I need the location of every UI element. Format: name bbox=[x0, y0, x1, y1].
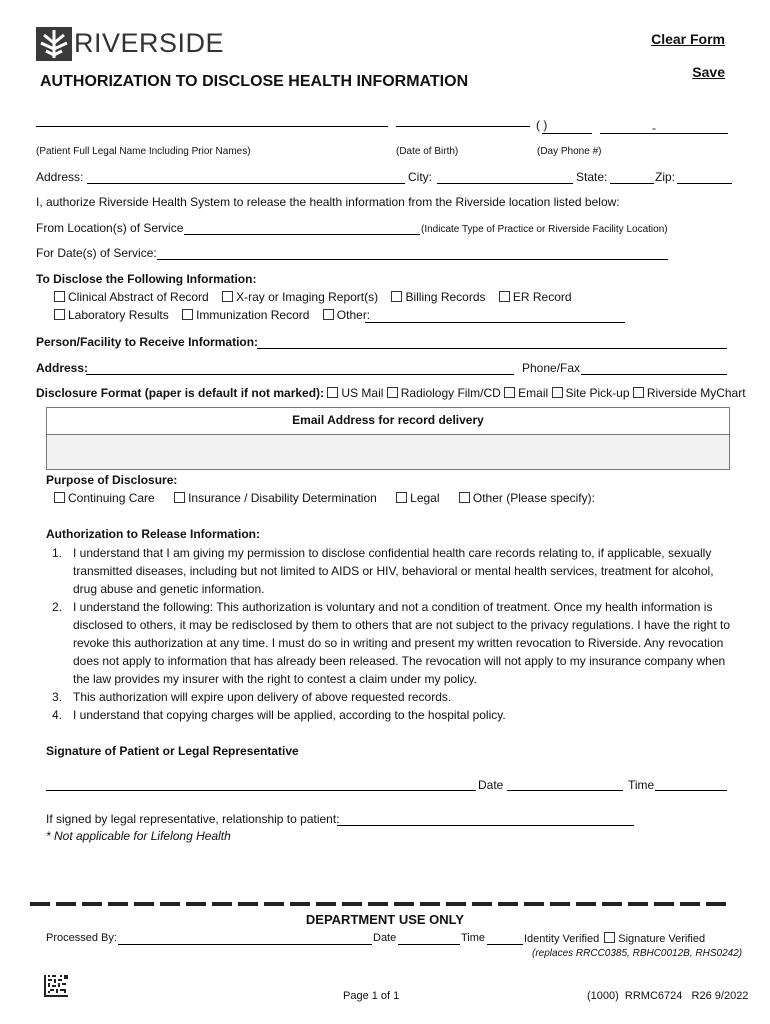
checkbox-icon[interactable] bbox=[604, 932, 615, 943]
format-email-option[interactable]: Email bbox=[504, 386, 548, 400]
zip-label: Zip: bbox=[655, 170, 676, 184]
receiver-address-field[interactable] bbox=[86, 374, 514, 375]
email-input[interactable] bbox=[46, 434, 730, 470]
checkbox-icon[interactable] bbox=[54, 291, 65, 302]
authorize-text: I, authorize Riverside Health System to release the health information from the Riverside location listed below: bbox=[36, 195, 620, 209]
legal-rep-field[interactable] bbox=[337, 825, 634, 826]
checkbox-icon[interactable] bbox=[396, 492, 407, 503]
auth-list bbox=[46, 544, 736, 724]
checkbox-icon[interactable] bbox=[174, 492, 185, 503]
checkbox-icon[interactable] bbox=[54, 309, 65, 320]
disclose-other-option[interactable]: Other: bbox=[323, 308, 370, 322]
list-item: 3. This authorization will expire upon delivery of above requested records. bbox=[52, 690, 452, 704]
receiver-label: Person/Facility to Receive Information: bbox=[36, 335, 259, 349]
phone-number-field[interactable] bbox=[600, 133, 728, 134]
page-number: Page 1 of 1 bbox=[343, 990, 400, 1002]
signature-date-label: Date bbox=[478, 778, 504, 792]
dob-caption: (Date of Birth) bbox=[396, 146, 459, 157]
disclose-er-option[interactable]: ER Record bbox=[499, 290, 572, 304]
dob-field[interactable] bbox=[396, 126, 530, 127]
disclose-immunization-option[interactable]: Immunization Record bbox=[182, 308, 309, 322]
phone-area-field[interactable] bbox=[542, 133, 592, 134]
disclosure-format-row bbox=[36, 386, 746, 400]
checkbox-icon[interactable] bbox=[327, 387, 338, 398]
state-field[interactable] bbox=[610, 183, 654, 184]
purpose-heading: Purpose of Disclosure: bbox=[46, 473, 178, 487]
format-radiology-option[interactable]: Radiology Film/CD bbox=[387, 386, 501, 400]
signature-field[interactable] bbox=[46, 790, 476, 791]
purpose-insurance-option[interactable]: Insurance / Disability Determination bbox=[174, 491, 377, 505]
checkbox-icon[interactable] bbox=[387, 387, 398, 398]
patient-name-field[interactable] bbox=[36, 126, 388, 127]
signature-verified-label: Signature Verified bbox=[618, 933, 706, 945]
logo-text: RIVERSIDE bbox=[74, 28, 225, 58]
from-location-label: From Location(s) of Service bbox=[36, 221, 184, 235]
email-header: Email Address for record delivery bbox=[46, 407, 730, 434]
signature-time-label: Time bbox=[628, 778, 655, 792]
checkbox-icon[interactable] bbox=[499, 291, 510, 302]
dept-date-field[interactable] bbox=[398, 944, 460, 945]
receiver-phone-field[interactable] bbox=[581, 374, 727, 375]
checkbox-icon[interactable] bbox=[459, 492, 470, 503]
address-field[interactable] bbox=[87, 183, 405, 184]
format-pickup-option[interactable]: Site Pick-up bbox=[552, 386, 630, 400]
clear-form-button[interactable]: Clear Form bbox=[651, 31, 725, 47]
phone-dash: - bbox=[652, 121, 656, 135]
phone-area-code: ( ) bbox=[536, 118, 548, 132]
signature-heading: Signature of Patient or Legal Representative bbox=[46, 744, 299, 758]
checkbox-icon[interactable] bbox=[323, 309, 334, 320]
list-item: 4. I understand that copying charges will be applied, according to the hospital policy. bbox=[52, 708, 506, 722]
dept-date-label: Date bbox=[373, 932, 397, 944]
phone-caption: (Day Phone #) bbox=[537, 146, 602, 157]
dept-time-label: Time bbox=[461, 932, 486, 944]
checkbox-icon[interactable] bbox=[54, 492, 65, 503]
checkbox-icon[interactable] bbox=[552, 387, 563, 398]
replaces-note: (replaces RRCC0385, RBHC0012B, RHS0242) bbox=[532, 948, 743, 959]
checkbox-icon[interactable] bbox=[504, 387, 515, 398]
dates-label: For Date(s) of Service: bbox=[36, 246, 157, 260]
disclose-billing-option[interactable]: Billing Records bbox=[391, 290, 485, 304]
from-location-hint: (Indicate Type of Practice or Riverside Facility Location) bbox=[421, 224, 668, 235]
riverside-tree-icon bbox=[36, 27, 72, 61]
disclose-other-field[interactable] bbox=[365, 322, 625, 323]
processed-by-field[interactable] bbox=[118, 944, 372, 945]
checkbox-icon[interactable] bbox=[182, 309, 193, 320]
identity-verified-label: Identity Verified bbox=[524, 933, 600, 945]
save-button[interactable]: Save bbox=[692, 64, 725, 80]
receiver-phone-label: Phone/Fax bbox=[522, 361, 581, 375]
format-us-mail-option[interactable]: US Mail bbox=[327, 386, 383, 400]
dept-identity-row bbox=[524, 932, 705, 945]
receiver-address-label: Address: bbox=[36, 361, 89, 375]
datamatrix-code-icon bbox=[44, 975, 68, 997]
purpose-other-option[interactable]: Other (Please specify): bbox=[459, 491, 595, 505]
checkbox-icon[interactable] bbox=[222, 291, 233, 302]
lifelong-note: * Not applicable for Lifelong Health bbox=[46, 829, 231, 843]
purpose-row bbox=[54, 491, 595, 505]
checkbox-icon[interactable] bbox=[391, 291, 402, 302]
format-label: Disclosure Format (paper is default if not marked): bbox=[36, 386, 325, 400]
form-code: (1000) RRMC6724 R26 9/2022 bbox=[587, 990, 749, 1002]
list-item: 1. I understand that I am giving my permission to disclose confidential health care records relating to, if applicable, sexually transmitted diseases, including but not limited to AIDS or HIV, behavioral or mental health services, treatment for alcohol, drug abuse and genetic information. bbox=[52, 546, 714, 596]
address-label: Address: bbox=[36, 170, 84, 184]
purpose-continuing-option[interactable]: Continuing Care bbox=[54, 491, 155, 505]
state-label: State: bbox=[576, 170, 608, 184]
city-label: City: bbox=[408, 170, 432, 184]
patient-name-caption: (Patient Full Legal Name Including Prior Names) bbox=[36, 146, 251, 157]
checkbox-icon[interactable] bbox=[633, 387, 644, 398]
zip-field[interactable] bbox=[677, 183, 732, 184]
city-field[interactable] bbox=[437, 183, 573, 184]
from-location-field[interactable] bbox=[184, 234, 420, 235]
format-mychart-option[interactable]: Riverside MyChart bbox=[633, 386, 746, 400]
dept-time-field[interactable] bbox=[487, 944, 523, 945]
department-heading: DEPARTMENT USE ONLY bbox=[305, 912, 465, 927]
legal-rep-label: If signed by legal representative, relationship to patient: bbox=[46, 812, 340, 826]
receiver-field[interactable] bbox=[257, 348, 727, 349]
signature-time-field[interactable] bbox=[655, 790, 727, 791]
signature-date-field[interactable] bbox=[507, 790, 623, 791]
disclose-row-2 bbox=[54, 308, 380, 322]
list-item: 2. I understand the following: This authorization is voluntary and not a condition of treatment. Once my health information is disclosed to others, it may be redisclosed by them to others that are not subject to the privacy regulations. I have the right to revoke this authorization at any time. I must do so in writing and present my written revocation to Riverside. Any revocation does not apply to information that has already been released. The revocation will not apply to my insurance company when the law provides my insurer with the right to contest a claim under my policy. bbox=[52, 600, 731, 686]
disclose-lab-option[interactable]: Laboratory Results bbox=[54, 308, 169, 322]
page-title: AUTHORIZATION TO DISCLOSE HEALTH INFORMATION bbox=[40, 73, 469, 90]
disclose-clinical-option[interactable]: Clinical Abstract of Record bbox=[54, 290, 209, 304]
purpose-legal-option[interactable]: Legal bbox=[396, 491, 439, 505]
dates-field[interactable] bbox=[157, 259, 668, 260]
processed-by-label: Processed By: bbox=[46, 932, 117, 944]
disclose-heading: To Disclose the Following Information: bbox=[36, 272, 257, 286]
disclose-xray-option[interactable]: X-ray or Imaging Report(s) bbox=[222, 290, 378, 304]
disclose-row-1 bbox=[54, 290, 582, 304]
auth-heading: Authorization to Release Information: bbox=[46, 527, 261, 541]
